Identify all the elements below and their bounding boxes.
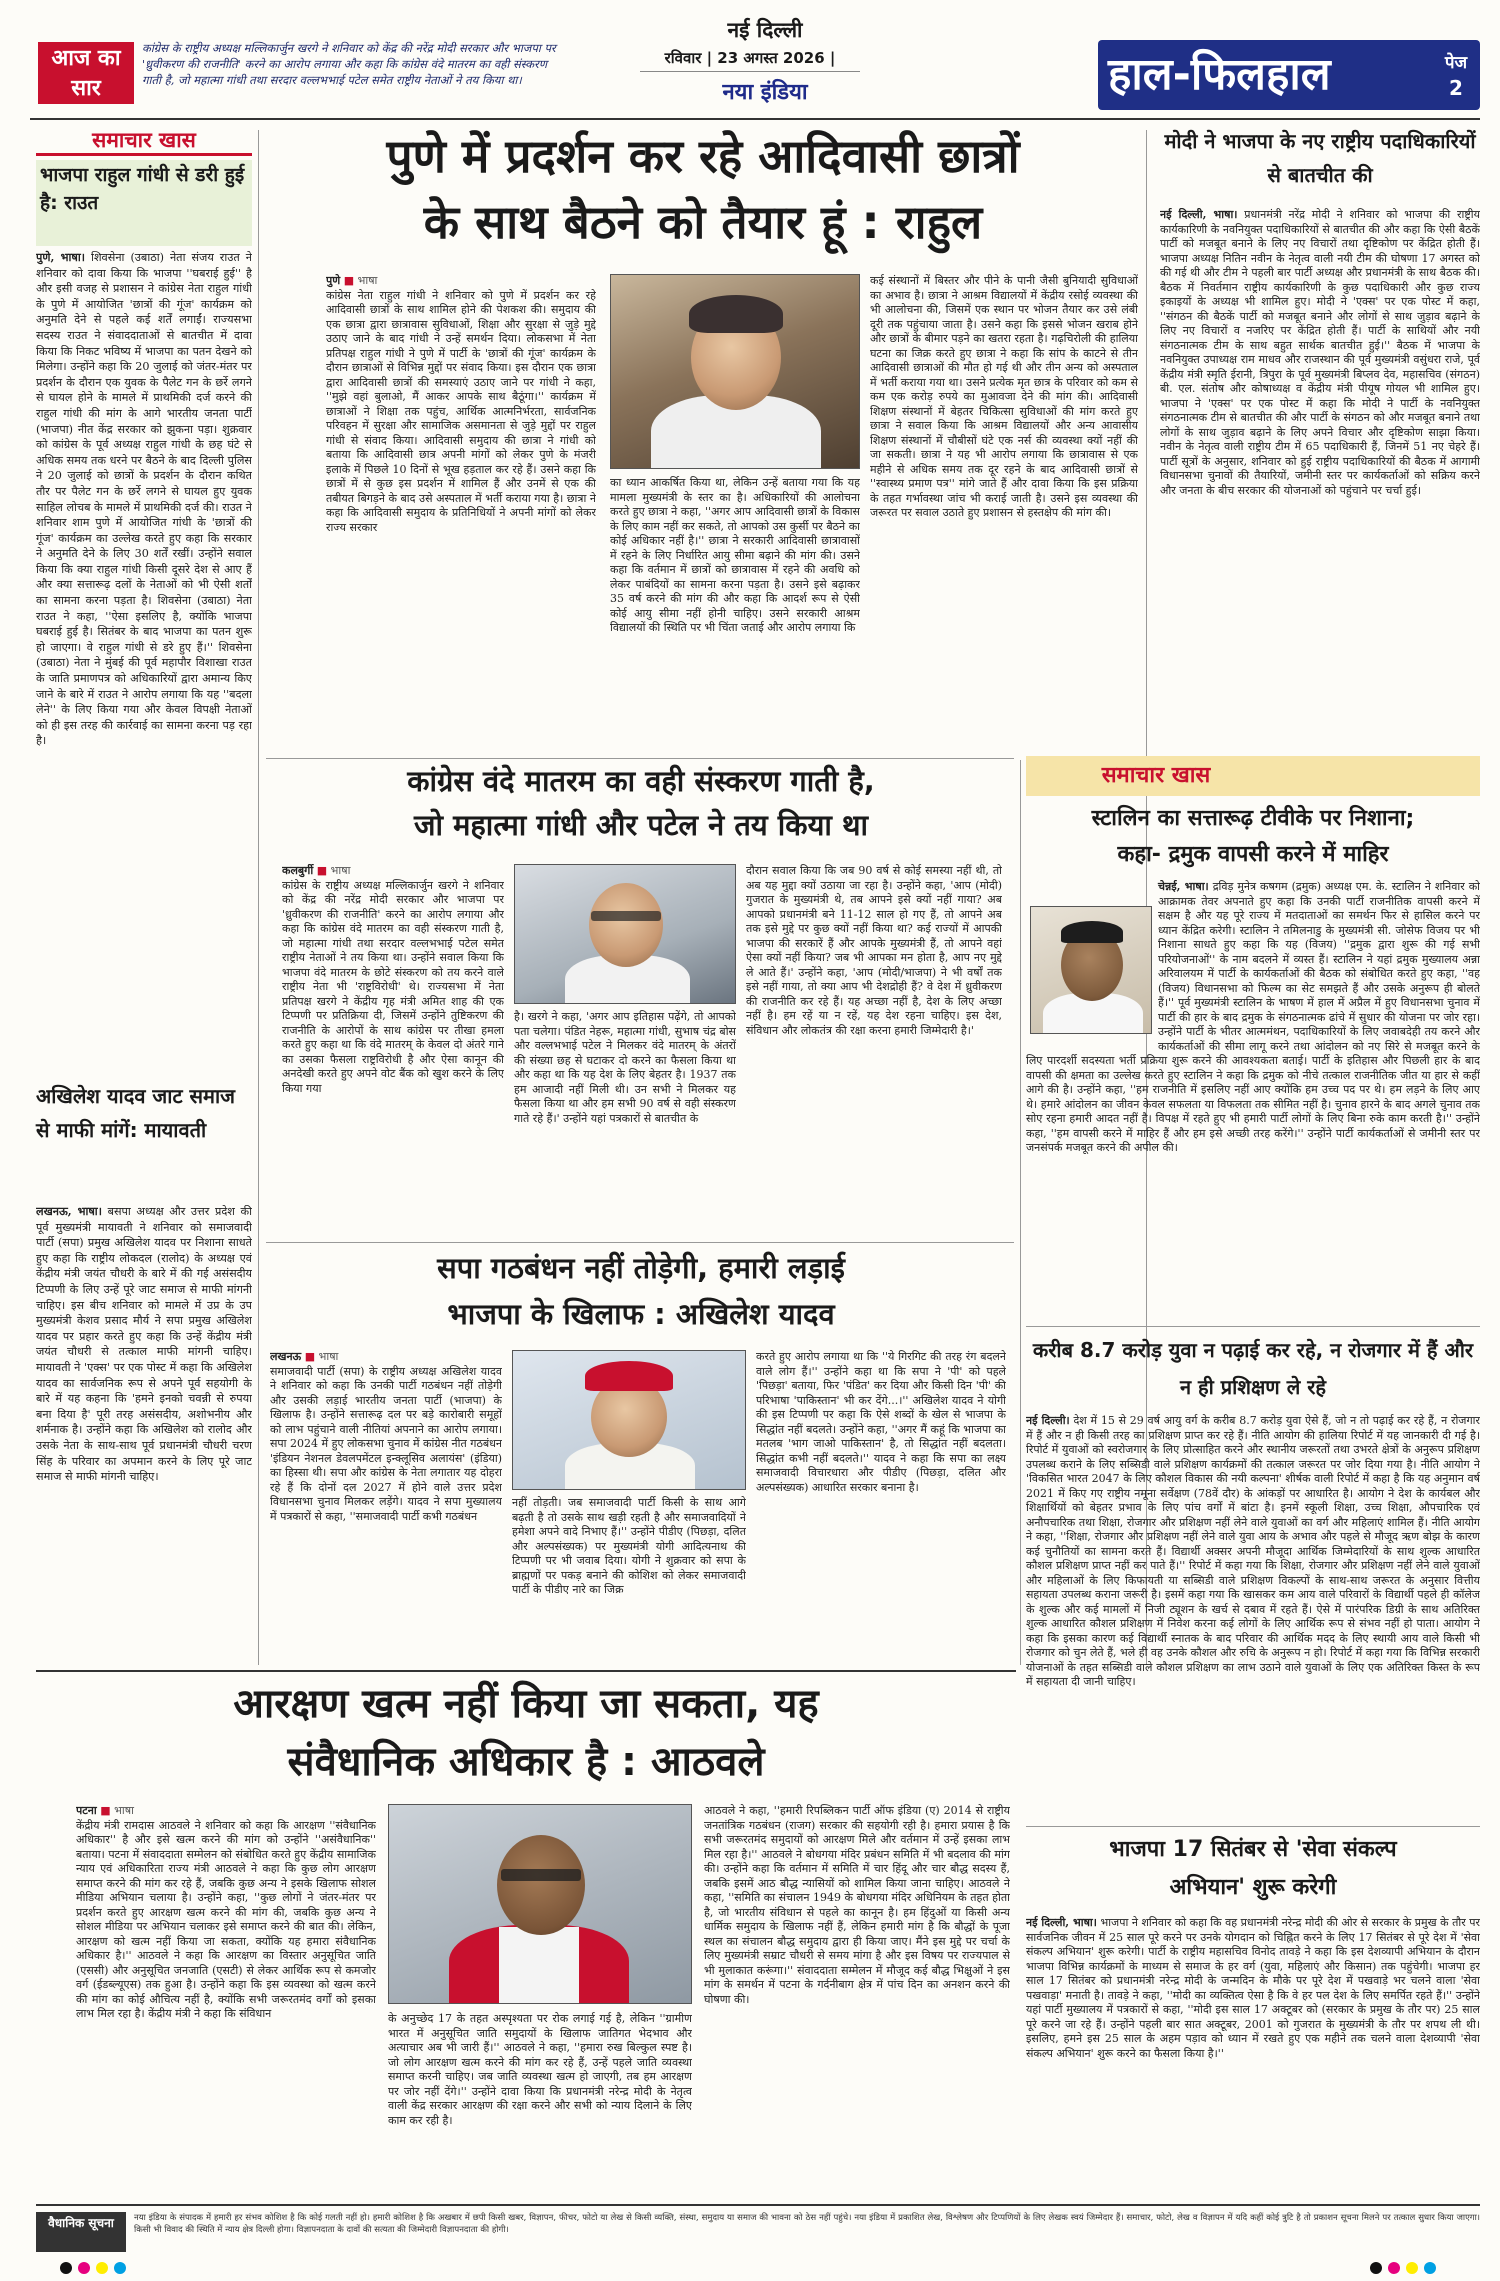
stalin-headline-2: कहा- द्रमुक वापसी करने में माहिर [1117, 842, 1389, 867]
mayawati-body [36, 1204, 252, 1664]
kharge-dateline: कलबुर्गी [282, 864, 314, 877]
raut-text: शिवसेना (उबाठा) नेता संजय राउत ने शनिवार को दावा किया कि भाजपा ''घबराई हुई'' है और इसी वजह से प्रशासन ने कांग्रेस नेता राहुल गांधी के पुणे में आयोजित 'छात्रों की गूंज' कार्यक्रम को अनुमति देने से पहले कई शर्तें लगाईं। राज्यसभा सदस्य राउत ने संवाददाताओं से बातचीत में दावा किया कि निकट भविष्य में भाजपा का पतन देखने को मिलेगा। उन्होंने कहा कि 20 जुलाई को जंतर-मंतर पर प्रदर्शन के दौरान एक युवक के पैलेट गन के छर्रे लगने से घायल होने के मामले में प्राथमिकी दर्ज करने की राहुल गांधी की मांग के आगे भारतीय जनता पार्टी (भाजपा) नीत केंद्र सरकार को झुकना पड़ा। शुक्रवार को कांग्रेस के पूर्व अध्यक्ष राहुल गांधी के छह घंटे से अधिक समय तक धरने पर बैठने के बाद दिल्ली पुलिस ने 20 जुलाई को छात्रों के प्रदर्शन के दौरान कथित तौर पर पैलेट गन के छर्रे लगने से घायल हुए युवक साहिल लोचब के मामले में प्राथमिकी दर्ज की। राउत ने शनिवार शाम पुणे में आयोजित गांधी के 'छात्रों की गूंज' कार्यक्रम का उल्लेख करते हुए कहा कि सरकार ने अनुमति देने के लिए 30 शर्तें रखीं। उन्होंने सवाल किया कि क्या राहुल गांधी किसी दूसरे देश से आए हैं और क्या सत्तारूढ़ दलों के नेताओं को भी ऐसी शर्तों का सामना करना पड़ता है। शिवसेना (उबाठा) नेता राउत ने कहा, ''ऐसा इसलिए है, क्योंकि भाजपा घबराई हुई है। सितंबर के बाद भाजपा का पतन शुरू हो जाएगा। वे राहुल गांधी से डरे हुए हैं।'' शिवसेना (उबाठा) नेता ने मुंबई की पूर्व महापौर विशाखा राउत के जाति प्रमाणपत्र को अधिकारियों द्वारा अमान्य किए जाने के बारे में राउत ने आरोप लगाया कि यह ''बदला लेने'' के लिए किया गया और केवल विपक्षी नेताओं को ही इस तरह की कार्रवाई का सामना करना पड़ रहा है। [36, 251, 252, 748]
akhilesh-photo [512, 1350, 746, 1490]
akhilesh-agency: भाषा [318, 1350, 339, 1363]
seva-headline-1: भाजपा 17 सितंबर से 'सेवा संकल्प [1109, 1837, 1397, 1862]
footer [36, 2204, 1480, 2254]
youth-story [1026, 1332, 1480, 1822]
akhilesh-dateline: लखनऊ [270, 1350, 302, 1363]
athawale-col1 [76, 1804, 376, 2190]
modi-body [1160, 208, 1480, 758]
stalin-tag [1026, 756, 1480, 796]
youth-text: देश में 15 से 29 वर्ष आयु वर्ग के करीब 8.7 करोड़ युवा ऐसे हैं, जो न तो पढ़ाई कर रहे हैं, न रोजगार में हैं और न ही किसी तरह का प्रशिक्षण प्राप्त कर रहे हैं। नीति आयोग की हालिया रिपोर्ट में यह जानकारी दी गई है। रिपोर्ट में युवाओं को स्वरोजगार के लिए प्रोत्साहित करने और स्थानीय जरूरतों तथा उभरते क्षेत्रों के अनुरूप प्रशिक्षण उपलब्ध कराने के लिए सब्सिडी वाले प्रशिक्षण कार्यक्रमों की तत्काल जरूरत पर जोर दिया गया है। नीति आयोग ने 'विकसित भारत 2047 के लिए कौशल विकास की नयी कल्पना' शीर्षक वाली रिपोर्ट में कहा है कि यह अनुमान वर्ष 2021 में किए गए राष्ट्रीय नमूना सर्वेक्षण (78वें दौर) के आंकड़ों पर आधारित है। आयोग ने देश के कार्यबल और शिक्षार्थियों को बेहतर प्रभाव के लिए पांच वर्गों में बांटा है। इनमें स्कूली शिक्षा, उच्च शिक्षा, औपचारिक एवं अनौपचारिक तथा शिक्षा, रोजगार और प्रशिक्षण नहीं लेने वाले युवाओं का वर्ग और महिलाएं शामिल हैं। नीति आयोग ने कहा, ''शिक्षा, रोजगार और प्रशिक्षण नहीं लेने वाले युवा आय के अभाव और पहले से मौजूद ऋण बोझ के कारण कई चुनौतियों का सामना करते हैं। विद्यार्थी अक्सर अपनी मौजूदा आर्थिक जिम्मेदारियों के साथ शुल्क आधारित कौशल प्रशिक्षण प्राप्त नहीं कर पाते हैं।'' रिपोर्ट में कहा गया कि शिक्षा, रोजगार और प्रशिक्षण नहीं लेने वाले युवाओं और महिलाओं के लिए किफायती या सब्सिडी वाले प्रशिक्षण विकल्पों के साथ-साथ जरूरत के अनुसार वित्तीय सहायता उपलब्ध कराना जरूरी है। इसमें कहा गया कि खासकर कम आय वाले परिवारों के विद्यार्थी पहले ही कॉलेज के शुल्क और कई मामलों में निजी ट्यूशन के खर्च से दबाव में रहते हैं। ऐसे में पारंपरिक डिग्री के साथ अतिरिक्त शुल्क आधारित कौशल प्रशिक्षण में निवेश करना कई लोगों के लिए आर्थिक रूप से संभव नहीं हो पाता। आयोग ने कहा कि इसका कारण कई विद्यार्थी स्नातक के बाद परिवार की आर्थिक मदद के लिए स्थायी आय वाले किसी भी रोजगार को चुन लेते हैं, भले ही वह उनके कौशल और रुचि के अनुरूप न हो। रिपोर्ट में कहा गया कि विभिन्न सरकारी योजनाओं के तहत सब्सिडी वाले कौशल प्रशिक्षण का लाभ उठाने वाले युवाओं के लिए एक अतिरिक्त किस्त के रूप में सहायता दी जानी चाहिए। [1026, 1414, 1480, 1688]
left-column [36, 124, 252, 1669]
bullet-icon: ■ [316, 864, 328, 877]
kharge-agency: भाषा [330, 864, 351, 877]
kharge-col2-text: है। खरगे ने कहा, 'अगर आप इतिहास पढ़ेंगे, तो आपको पता चलेगा। पंडित नेहरू, महात्मा गांधी, सुभाष चंद्र बोस और वल्लभभाई पटेल ने मिलकर वंदे मातरम् के अंतरों की संख्या छह से घटाकर दो करने का फैसला किया था और कहा था कि यह देश के लिए बेहतर है। 1937 तक हम आजादी नहीं मिली थी। उन सभी ने मिलकर यह फैसला किया था और हम सभी 90 वर्ष से वही संस्करण गाते रहे हैं।' उन्होंने यहां पत्रकारों से बातचीत के [514, 1010, 736, 1125]
athawale-col2-text: के अनुच्छेद 17 के तहत अस्पृश्यता पर रोक लगाई गई है, लेकिन ''ग्रामीण भारत में अनुसूचित जाति समुदायों के खिलाफ जातिगत भेदभाव और अत्याचार अब भी जारी हैं।'' आठवले ने कहा, ''हमारा रुख बिल्कुल स्पष्ट है। जो लोग आरक्षण खत्म करने की मांग कर रहे हैं, उन्हें पहले जाति व्यवस्था समाप्त करनी चाहिए। जब जाति व्यवस्था खत्म हो जाएगी, तब हम आरक्षण पर जोर नहीं देंगे।'' उन्होंने दावा किया कि प्रधानमंत्री नरेन्द्र मोदी के नेतृत्व वाली केंद्र सरकार आरक्षण की रक्षा करने और सभी को न्याय दिलाने के लिए काम कर रही है। [388, 2012, 692, 2127]
athawale-top-rule [36, 1670, 1016, 1672]
kharge-story [266, 760, 1016, 1240]
akhilesh-col1 [270, 1350, 502, 1662]
kharge-photo [514, 864, 736, 1004]
aaj-ka-saar-label: आज का सार [51, 46, 121, 101]
mayawati-text: बसपा अध्यक्ष और उत्तर प्रदेश की पूर्व मुख्यमंत्री मायावती ने शनिवार को समाजवादी पार्टी (सपा) प्रमुख अखिलेश यादव पर निशाना साधते हुए कहा कि राष्ट्रीय लोकदल (रालोद) के अध्यक्ष एवं केंद्रीय मंत्री जयंत चौधरी के बारे में की गई असंसदीय टिप्पणी के लिए उन्हें पूरे जाट समाज से माफी मांगनी चाहिए। इस बीच शनिवार को मामले में उप्र के उप मुख्यमंत्री केशव प्रसाद मौर्य ने सपा प्रमुख अखिलेश यादव पर प्रहार करते हुए कहा कि उन्हें केंद्रीय मंत्री जयंत चौधरी से तत्काल माफी मांगनी चाहिए। मायावती ने 'एक्स' पर एक पोस्ट में कहा कि अखिलेश यादव का सार्वजनिक रूप से अपने पूर्व सहयोगी के बारे में यह कहना कि 'हमने इनको चवन्नी से रुपया बना दिया है' पूरी तरह असंसदीय, अशोभनीय और शर्मनाक है। उन्होंने कहा कि अखिलेश को रालोद और उसके नेता के साथ-साथ पूर्व प्रधानमंत्री चौधरी चरण सिंह के परिवार का अपमान करने के लिए पूरे जाट समाज से माफी मांगनी चाहिए। [36, 1205, 252, 1484]
samachar-khas-tag-2: समाचार खास [1101, 763, 1211, 788]
akhilesh-col3 [756, 1350, 1006, 1662]
lead-headline-1: पुणे में प्रदर्शन कर रहे आदिवासी छात्रों [386, 129, 1020, 183]
athawale-headline-2: संवैधानिक अधिकार है : आठवले [287, 1739, 765, 1785]
lead-story [266, 124, 1140, 754]
stalin-bottom-rule [1026, 1326, 1480, 1327]
left-col-rule [258, 130, 259, 1665]
raut-dateline: पुणे, भाषा। [36, 250, 86, 264]
mid-col-rule [1020, 760, 1021, 1665]
aaj-ka-saar-box [38, 42, 134, 104]
youth-body [1026, 1414, 1480, 1816]
akhilesh-headline-1: सपा गठबंधन नहीं तोड़ेगी, हमारी लड़ाई [437, 1251, 845, 1285]
page-number: 2 [1449, 76, 1463, 100]
athawale-dateline: पटना [76, 1804, 97, 1817]
seva-dateline: नई दिल्ली, भाषा। [1026, 1916, 1097, 1929]
stalin-dateline: चेन्नई, भाषा। [1158, 880, 1209, 893]
lead-headline-2: के साथ बैठने को तैयार हूं : राहुल [423, 195, 983, 249]
bullet-icon: ■ [343, 274, 355, 287]
footer-label: वैधानिक सूचना [36, 2212, 126, 2252]
athawale-headline-1: आरक्षण खत्म नहीं किया जा सकता, यह [233, 1681, 819, 1727]
stalin-text: द्रविड़ मुनेत्र कषगम (द्रमुक) अध्यक्ष एम. के. स्टालिन ने शनिवार को आक्रामक तेवर अपनाते हुए कहा कि उनकी पार्टी राजनीतिक वापसी करने में सक्षम है और यह पूरे राज्य में मतदाताओं का समर्थन फिर से हासिल करने पर ध्यान केंद्रित करेगी। स्टालिन ने तमिलनाडु के मुख्यमंत्री सी. जोसेफ विजय पर भी निशाना साधते हुए कहा कि यह (विजय) ''द्रमुक द्वारा शुरू की गई सभी परियोजनाओं'' के नाम बदलने में व्यस्त हैं। स्टालिन ने यहां द्रमुक मुख्यालय अन्ना अरिवालयम में पार्टी के कार्यकर्ताओं की बैठक को संबोधित करते हुए कहा, ''वह (विजय) विधानसभा को फिल्म का सेट समझते हैं और उसके अनुरूप ही बोलते हैं।'' पूर्व मुख्यमंत्री स्टालिन के भाषण में हाल में अप्रैल में हुए विधानसभा चुनाव में पार्टी की हार के बाद द्रमुक के संगठनात्मक ढांचे में सुधार की योजना पर जोर रहा। उन्होंने पार्टी के भीतर आत्ममंथन, पदाधिकारियों के लिए जवाबदेही तय करने और कार्यकर्ताओं की सीमा लागू करने तथा आंदोलन को नए सिरे से मजबूत करने के लिए पारदर्शी सदस्यता भर्ती प्रक्रिया शुरू करने की आवश्यकता बताई। पार्टी के इतिहास और पिछली हार के बाद वापसी की क्षमता का उल्लेख करते हुए स्टालिन ने कहा कि द्रमुक को नीचे तत्काल राजनीतिक जीत या हार से कहीं आगे की है। उन्होंने कहा, ''हम राजनीति में इसलिए नहीं आए क्योंकि हम उच्च पद पर थे। हम लड़ने के लिए आए थे। हमारे आंदोलन का जीवन केवल सफलता या विफलता तक सीमित नहीं है। चुनाव हारने के बाद अगले चुनाव तक सोए रहना हमारी आदत नहीं है। विपक्ष में रहते हुए भी हमारी पार्टी लोगों के लिए बिना रुके काम करती है।'' उन्होंने कहा, ''हम वापसी करने में माहिर हैं और हम इसे अच्छी तरह करेंगे।'' उन्होंने पार्टी कार्यकर्ताओं से जमीनी स्तर पर जनसंपर्क मजबूत करने की अपील की। [1026, 880, 1480, 1154]
lead-col2-text: का ध्यान आकर्षित किया था, लेकिन उन्हें बताया गया कि यह मामला मुख्यमंत्री के स्तर का है। अधिकारियों की आलोचना करते हुए छात्रा ने कहा, ''अगर आप आदिवासी छात्रों के विकास के लिए काम नहीं कर सकते, तो आपको उस कुर्सी पर बैठने का कोई अधिकार नहीं है।'' छात्रा ने सरकारी आदिवासी छात्रावासों में रहने के लिए निर्धारित आयु सीमा बढ़ाने की मांग की। उसने कहा कि वर्तमान में छात्रों को छात्रावास में रहने की अवधि को लेकर पाबंदियों का सामना करना पड़ता है। उसने इसे बढ़ाकर 35 वर्ष करने की मांग की और कहा कि आदर्श रूप से ऐसी कोई आयु सीमा नहीं होनी चाहिए। उसने सरकारी आश्रम विद्यालयों की स्थिति पर भी चिंता जताई और आरोप लगाया कि [610, 476, 860, 634]
athawale-photo [388, 1804, 692, 2004]
modi-text: प्रधानमंत्री नरेंद्र मोदी ने शनिवार को भाजपा की राष्ट्रीय कार्यकारिणी के नवनियुक्त पदाधिकारियों से बातचीत की और कहा कि ऐसी बैठकें पार्टी को मजबूत बनाने के लिए नए विचारों तथा दृष्टिकोण पर केंद्रित होती हैं। भाजपा अध्यक्ष नितिन नवीन के नेतृत्व वाली नयी टीम की घोषणा 17 अगस्त को की गई थी और टीम ने पहली बार पार्टी अध्यक्ष और प्रधानमंत्री के साथ बैठक की। बैठक में निवर्तमान राष्ट्रीय कार्यकारिणी के कुछ पदाधिकारी और कुछ राज्य इकाइयों के अध्यक्ष भी शामिल हुए। मोदी ने 'एक्स' पर एक पोस्ट में कहा, ''संगठन की बैठकें पार्टी को मजबूत बनाने और लोगों से साथ जुड़ाव बढ़ाने के लिए नए विचारों व नजरिए पर केंद्रित होती हैं। पार्टी के साथियों और नयी संगठनात्मक टीम के साथ बहुत सार्थक बातचीत हुई।'' बैठक में भाजपा के नवनियुक्त उपाध्यक्ष राम माधव और राजस्थान की पूर्व मुख्यमंत्री वसुंधरा राजे, पूर्व केंद्रीय मंत्री स्मृति ईरानी, त्रिपुरा के पूर्व मुख्यमंत्री बिप्लव देव, महासचिव (संगठन) बी. एल. संतोष और कोषाध्यक्ष व केंद्रीय मंत्री पीयूष गोयल भी शामिल हुए। भाजपा ने 'एक्स' पर एक पोस्ट में कहा कि मोदी ने पार्टी के नवनियुक्त संगठनात्मक टीम से बातचीत की और पार्टी के संगठन को और मजबूत बनाने तथा लोगों के साथ जुड़ाव बढ़ाने के लिए अपने विचार और दृष्टिकोण साझा किया। नवीन के नेतृत्व वाली राष्ट्रीय टीम में 65 पदाधिकारी हैं, जिनमें 51 नए चेहरे हैं। पार्टी सूत्रों के अनुसार, शनिवार को हुई राष्ट्रीय पदाधिकारियों की बैठक में आगामी विधानसभा चुनावों की तैयारियों, जमीनी स्तर पर कार्यकर्ताओं को सक्रिय करने और जनता के बीच सरकार की योजनाओं को पहुंचाने पर चर्चा हुई। [1160, 208, 1480, 497]
lead-agency: भाषा [357, 274, 378, 287]
stalin-body [1026, 880, 1480, 1310]
seva-body [1026, 1916, 1480, 2186]
athawale-col3-text: आठवले ने कहा, ''हमारी रिपब्लिकन पार्टी ऑफ इंडिया (ए) 2014 से राष्ट्रीय जनतांत्रिक गठबंधन (राजग) सरकार की सहयोगी रही है। हमारा प्रयास है कि सभी जरूरतमंद समुदायों को आरक्षण मिले और वर्तमान में उन्हें इसका लाभ मिल रहा है।'' आठवले ने बोधगया मंदिर प्रबंधन समिति में भी बदलाव की मांग की। उन्होंने कहा कि वर्तमान में समिति में चार हिंदू और चार बौद्ध सदस्य हैं, जबकि इसमें आठ बौद्ध न्यासियों को शामिल किया जाना चाहिए। आठवले ने कहा, ''समिति का संचालन 1949 के बोधगया मंदिर अधिनियम के तहत होता है, जो भारतीय संविधान से पहले का कानून है। हम हिंदुओं या किसी अन्य धार्मिक समुदाय के खिलाफ नहीं हैं, लेकिन हमारी मांग है कि बौद्धों के पूजा स्थल का संचालन बौद्ध समुदाय द्वारा ही किया जाए। मैंने इस मुद्दे पर चर्चा के लिए मुख्यमंत्री सम्राट चौधरी से समय मांगा है और इस विषय पर राज्यपाल से भी मुलाकात करूंगा।'' संवाददाता सम्मेलन में मौजूद कई बौद्ध भिक्षुओं ने इस मांग के समर्थन में पटना के गर्दनीबाग क्षेत्र में पांच दिन का अनशन करने की घोषणा की। [704, 1804, 1010, 2006]
lead-col2 [610, 476, 860, 744]
mayawati-headline: अखिलेश यादव जाट समाज से माफी मांगें: मायावती [36, 1084, 235, 1142]
bullet-icon: ■ [100, 1804, 111, 1817]
masthead-divider [30, 118, 1480, 120]
mayawati-dateline: लखनऊ, भाषा। [36, 1204, 102, 1218]
athawale-story [36, 1676, 1016, 2196]
akhilesh-headline-2: भाजपा के खिलाफ : अखिलेश यादव [447, 1297, 835, 1331]
akhilesh-col2-text: नहीं तोड़ती। जब समाजवादी पार्टी किसी के साथ आगे बढ़ती है तो उसके साथ खड़ी रहती है और समाजवादियों ने हमेशा अपने वादे निभाए हैं।'' उन्होंने पीडीए (पिछड़ा, दलित और अल्पसंख्यक) पर मुख्यमंत्री योगी आदित्यनाथ की टिप्पणी पर भी जवाब दिया। योगी ने शुक्रवार को सपा के ब्राह्मणों पर पकड़ बनाने की कोशिश को लेकर समाजवादी पार्टी के पीडीए नारे का जिक्र [512, 1496, 746, 1596]
akhilesh-col1-text: समाजवादी पार्टी (सपा) के राष्ट्रीय अध्यक्ष अखिलेश यादव ने शनिवार को कहा कि उनकी पार्टी गठबंधन नहीं तोड़ेगी और उसकी लड़ाई भारतीय जनता पार्टी (भाजपा) के खिलाफ है। उन्होंने सत्तारूढ़ दल पर बड़े कारोबारी समूहों को लाभ पहुंचाने वाली नीतियां अपनाने का आरोप लगाया। सपा 2024 में हुए लोकसभा चुनाव में कांग्रेस नीत गठबंधन 'इंडियन नेशनल डेवलपमेंटल इन्क्लूसिव अलायंस' (इंडिया) का हिस्सा थी। सपा और कांग्रेस के नेता लगातार यह दोहरा रहे हैं कि दोनों दल 2027 में होने वाले उत्तर प्रदेश विधानसभा चुनाव मिलकर लड़ेंगे। यादव ने सपा मुख्यालय में पत्रकारों से कहा, ''समाजवादी पार्टी कभी गठबंधन [270, 1364, 502, 1523]
lead-bottom-rule [266, 758, 1014, 759]
athawale-agency: भाषा [114, 1804, 134, 1817]
seva-headline-2: अभियान' शुरू करेगी [1169, 1875, 1337, 1900]
raut-body [36, 250, 252, 1180]
lead-col3 [870, 274, 1138, 744]
kharge-headline-1: कांग्रेस वंदे मातरम का वही संस्करण गाती है, [407, 764, 875, 798]
masthead [0, 0, 1500, 140]
registration-marks [60, 2262, 1440, 2276]
edition-city: नई दिल्ली [727, 18, 803, 42]
kharge-col3 [746, 864, 1002, 1234]
summary-text: कांग्रेस के राष्ट्रीय अध्यक्ष मल्लिकार्जुन खरगे ने शनिवार को केंद्र की नरेंद्र मोदी सरकार और भाजपा पर 'ध्रुवीकरण की राजनीति' करने का आरोप लगाया और कहा कि कांग्रेस वंदे मातरम का वही संस्करण गाती है, जो महात्मा गांधी तथा सरदार वल्लभभाई पटेल समेत राष्ट्रीय नेताओं ने तय किया था। [142, 41, 556, 87]
seva-story [1026, 1832, 1480, 2192]
modi-dateline: नई दिल्ली, भाषा। [1160, 208, 1238, 221]
kharge-col2 [514, 1010, 736, 1234]
raut-headline: भाजपा राहुल गांधी से डरी हुई है: राउत [36, 160, 252, 246]
lead-col1 [326, 274, 596, 744]
akhilesh-col2 [512, 1496, 746, 1662]
akhilesh-story [266, 1246, 1016, 1666]
kharge-headline-2: जो महात्मा गांधी और पटेल ने तय किया था [413, 808, 869, 842]
modi-headline: मोदी ने भाजपा के नए राष्ट्रीय पदाधिकारियों से बातचीत की [1164, 129, 1476, 187]
athawale-col1-text: केंद्रीय मंत्री रामदास आठवले ने शनिवार को कहा कि आरक्षण ''संवैधानिक अधिकार'' है और इसे खत्म करने की मांग को उन्होंने ''असंवैधानिक'' बताया। पटना में संवाददाता सम्मेलन को संबोधित करते हुए केंद्रीय सामाजिक न्याय एवं अधिकारिता राज्य मंत्री आठवले ने कहा कि कुछ लोग आरक्षण समाप्त करने की मांग कर रहे हैं, जबकि कुछ अन्य ने इसके खिलाफ सोशल मीडिया अभियान चलाया है। उन्होंने कहा, ''कुछ लोगों ने जंतर-मंतर पर प्रदर्शन करते हुए आरक्षण खत्म करने की मांग की, जबकि कुछ अन्य ने सोशल मीडिया पर अभियान चलाकर इसे समाप्त करने की बात की। लेकिन, आरक्षण को खत्म नहीं किया जा सकता, क्योंकि यह हमारा संवैधानिक अधिकार है।'' आठवले ने कहा कि आरक्षण का विस्तार अनुसूचित जाति (एससी) और अनुसूचित जनजाति (एसटी) से लेकर आर्थिक रूप से कमजोर वर्ग (ईडब्ल्यूएस) तक हुआ है। उन्होंने कहा कि इस व्यवस्था को खत्म करने की मांग का कोई औचित्य नहीं है, क्योंकि सभी जरूरतमंद वर्गों को इसका लाभ मिल रहा है। केंद्रीय मंत्री ने कहा कि संविधान [76, 1818, 376, 2020]
lead-dateline: पुणे [326, 274, 341, 287]
paper-name: नया इंडिया [722, 80, 808, 105]
page-label: पेज [1444, 53, 1468, 73]
lead-col1-text: कांग्रेस नेता राहुल गांधी ने शनिवार को पुणे में प्रदर्शन कर रहे आदिवासी छात्रों के साथ शामिल होने की पेशकश की। समुदाय की एक छात्रा द्वारा छात्रावास सुविधाओं, शिक्षा और सुरक्षा से जुड़े मुद्दे उठाए जाने के बाद गांधी ने उन्हें समर्थन दिया। लोकसभा में नेता प्रतिपक्ष राहुल गांधी ने पुणे में पार्टी के 'छात्रों की गूंज' कार्यक्रम के दौरान छात्राओं से विभिन्न मुद्दों पर संवाद किया। इस दौरान एक छात्रा द्वारा आदिवासी छात्रों की समस्याएं उठाए जाने पर गांधी ने कहा, ''मुझे वहां बुलाओ, मैं आकर आपके साथ बैठूंगा।'' कार्यक्रम में छात्राओं ने शिक्षा तक पहुंच, आर्थिक आत्मनिर्भरता, सार्वजनिक परिवहन में सुरक्षा और सामाजिक असमानता से जुड़े मुद्दों पर राहुल गांधी से संवाद किया। आदिवासी समुदाय की छात्रा ने गांधी को बताया कि आदिवासी छात्र अपनी मांगों को लेकर पुणे के मंजरी इलाके में पिछले 10 दिनों से भूख हड़ताल कर रहे हैं। उसने कहा कि छात्रों में से कुछ इस प्रदर्शन में शामिल हैं और उनमें से एक की तबीयत बिगड़ने के बाद उसे अस्पताल में भर्ती कराया गया है। छात्रा ने कहा कि आदिवासी समुदाय के प्रतिनिधियों ने अपनी मांगों को लेकर राज्य सरकार [326, 288, 596, 534]
youth-headline: करीब 8.7 करोड़ युवा न पढ़ाई कर रहे, न रोजगार में हैं और न ही प्रशिक्षण ले रहे [1032, 1338, 1474, 1399]
stalin-photo-float-spacer [1026, 880, 1158, 1040]
kharge-bottom-rule [266, 1242, 1014, 1243]
stalin-headline-1: स्टालिन का सत्तारूढ़ टीवीके पर निशाना; [1091, 806, 1415, 831]
kharge-col1 [282, 864, 504, 1234]
issue-date: रविवार | 23 अगस्त 2026 | [640, 48, 860, 72]
youth-dateline: नई दिल्ली। [1026, 1414, 1070, 1427]
rahul-photo [610, 274, 860, 469]
youth-bottom-rule [1026, 1826, 1480, 1827]
seva-text: भाजपा ने शनिवार को कहा कि वह प्रधानमंत्री नरेन्द्र मोदी की ओर से सरकार के प्रमुख के तौर पर सार्वजनिक जीवन में 25 साल पूरे करने पर उनके योगदान को चिह्नित करने के लिए 17 सितंबर से पूरे देश में 'सेवा संकल्प अभियान' शुरू करेगी। पार्टी के राष्ट्रीय महासचिव विनोद तावड़े ने कहा कि इस देशव्यापी अभियान के दौरान भाजपा विभिन्न कार्यक्रमों के माध्यम से समाज के हर वर्ग (युवा, महिलाएं और किसान) तक पहुंचेगी। भाजपा हर साल 17 सितंबर को प्रधानमंत्री नरेन्द्र मोदी के जन्मदिन के मौके पर पूरे देश में पखवाड़े भर चलने वाला 'सेवा पखवाड़ा' मनाती है। तावड़े ने कहा, ''मोदी का व्यक्तित्व ऐसा है कि वे हर पल देश के लिए समर्पित रहते हैं।'' उन्होंने यहां पार्टी मुख्यालय में पत्रकारों से कहा, ''मोदी इस साल 17 अक्टूबर को (सरकार के प्रमुख के तौर पर) 25 साल पूरे करने जा रहे हैं। उन्होंने पहली बार सात अक्टूबर, 2001 को गुजरात के मुख्यमंत्री के तौर पर शपथ ली थी। इसलिए, हमने इस 25 साल के अहम पड़ाव को ध्यान में रखते हुए एक महीने तक चलने वाला देशव्यापी 'सेवा संकल्प अभियान' शुरू करने का फैसला किया है।'' [1026, 1916, 1480, 2060]
kharge-col3-text: दौरान सवाल किया कि जब 90 वर्ष से कोई समस्या नहीं थी, तो अब यह मुद्दा क्यों उठाया जा रहा है। उन्होंने कहा, 'आप (मोदी) गुजरात के मुख्यमंत्री थे, तब आपने इसे क्यों नहीं गाया? अब आपको प्रधानमंत्री बने 11-12 साल हो गए हैं, तो आपने अब तक इसे मुद्दे पर कुछ क्यों नहीं किया था? कई राज्यों में आपकी भाजपा की सरकारें हैं और आपके मुख्यमंत्री हैं, तो आपने वहां ऐसा क्यों नहीं किया? जब भी आपका मन होता है, आप नए मुद्दे ले आते हैं।' उन्होंने कहा, 'आप (मोदी/भाजपा) ने भी वर्षों तक इसे नहीं गाया, तो क्या आप भी देशद्रोही हैं? वे देश में ध्रुवीकरण की राजनीति कर रहे हैं। यह अच्छा नहीं है, देश के लिए अच्छा नहीं है। हम रहें या न रहें, यह देश रहना चाहिए। इस देश, संविधान और लोकतंत्र की रक्षा करना हमारी जिम्मेदारी है।' [746, 864, 1002, 1037]
akhilesh-col3-text: करते हुए आरोप लगाया था कि ''ये गिरगिट की तरह रंग बदलने वाले लोग हैं।'' उन्होंने कहा था कि सपा ने 'पी' को पहले 'पिछड़ा' बताया, फिर 'पंडित' कर दिया और किसी दिन 'पी' की परिभाषा 'पाकिस्तान' भी कर देंगे...।'' अखिलेश यादव ने योगी की इस टिप्पणी पर कहा कि ऐसे शब्दों के खेल से भाजपा के सिद्धांत नहीं बदलते। उन्होंने कहा, ''अगर मैं कहूं कि भाजपा का मतलब 'भाग जाओ पाकिस्तान' है, तो सिद्धांत नहीं बदलता। सिद्धांत कभी नहीं बदलते।'' यादव ने कहा कि सपा का लक्ष्य समाजवादी विचारधारा और पीडीए (पिछड़ा, दलित और अल्पसंख्यक) आधारित सरकार बनाना है। [756, 1350, 1006, 1494]
stalin-story [1026, 756, 1480, 1316]
modi-story [1160, 124, 1480, 764]
bullet-icon: ■ [304, 1350, 316, 1363]
section-title: हाल-फिलहाल [1108, 49, 1331, 100]
athawale-col3 [704, 1804, 1010, 2190]
section-banner [1098, 40, 1480, 110]
lead-col3-text: कई संस्थानों में बिस्तर और पीने के पानी जैसी बुनियादी सुविधाओं का अभाव है। छात्रा ने आश्रम विद्यालयों में केंद्रीय रसोई व्यवस्था की भी आलोचना की, जिसमें एक स्थान पर भोजन तैयार कर उसे लंबी दूरी तक पहुंचाया जाता है। उसने कहा कि इससे भोजन खराब होने और छात्रों के बीमार पड़ने का खतरा रहता है। गढ़चिरोली की हालिया घटना का जिक्र करते हुए छात्रा ने कहा कि सांप के काटने से तीन आदिवासी छात्राओं की मौत हो गई थी और तीन अन्य को अस्पताल में भर्ती कराया गया था। उसने प्रत्येक मृत छात्र के परिवार को कम से कम एक करोड़ रुपये का मुआवजा देने की मांग की। आदिवासी शिक्षण संस्थानों में बेहतर चिकित्सा सुविधाओं की मांग करते हुए छात्रा ने सवाल किया कि आश्रम विद्यालयों और अन्य आवासीय शिक्षण संस्थानों में चौबीसों घंटे एक नर्स की व्यवस्था क्यों नहीं की जा सकती। छात्रा ने यह भी आरोप लगाया कि छात्रावास से एक महीने से अधिक समय तक दूर रहने के बाद आदिवासी छात्रों से ''स्वास्थ्य प्रमाण पत्र'' मांगे जाते हैं और दावा किया कि इस प्रक्रिया के तहत गर्भावस्था जांच भी कराई जाती है। उसने इस व्यवस्था की जरूरत पर सवाल उठाते हुए प्रशासन से हस्तक्षेप की मांग की। [870, 274, 1138, 519]
athawale-col2 [388, 2012, 692, 2190]
kharge-col1-text: कांग्रेस के राष्ट्रीय अध्यक्ष मल्लिकार्जुन खरगे ने शनिवार को केंद्र की नरेंद्र मोदी सरकार और भाजपा पर 'ध्रुवीकरण की राजनीति' करने का आरोप लगाया और कहा कि कांग्रेस वंदे मातरम का वही संस्करण गाती है, जो महात्मा गांधी तथा सरदार वल्लभभाई पटेल समेत राष्ट्रीय नेताओं ने तय किया था। उन्होंने सवाल किया कि भाजपा वंदे मातरम के छोटे संस्करण को तय करने वाले राष्ट्रीय नेता भी 'राष्ट्रविरोधी' थे। राज्यसभा में नेता प्रतिपक्ष खरगे ने केंद्रीय गृह मंत्री अमित शाह की एक टिप्पणी पर प्रतिक्रिया दी, जिसमें उन्होंने तुष्टिकरण की राजनीति के आरोपों के साथ कांग्रेस पर तीखा हमला करते हुए कहा था कि वंदे मातरम् के केवल दो अंतरे गाने का उसका फैसला राष्ट्रविरोधी है और ऐसा कानून की अनदेखी करते हुए अपने वोट बैंक को खुश करने के लिए किया गया [282, 878, 504, 1095]
samachar-khas-tag: समाचार खास [36, 124, 252, 156]
footer-text: नया इंडिया के संपादक में हमारी हर संभव कोशिश है कि कोई गलती नहीं हो। हमारी कोशिश है कि अखबार में छपी किसी खबर, विज्ञापन, फीचर, फोटो या लेख से किसी व्यक्ति, संस्था, समुदाय या समाज की भावना को ठेस नहीं पहुंचे। नया इंडिया में प्रकाशित लेख, विश्लेषण और टिप्पणियों के लिए लेखक स्वयं जिम्मेदार हैं। समाचार, फोटो, लेख व विज्ञापन में यदि कहीं कोई त्रुटि है तो प्रकाशन सूचना मिलने पर तत्काल सुधार किया जाएगा। किसी भी विवाद की स्थिति में न्याय क्षेत्र दिल्ली होगा। विज्ञापनदाता के दावों की सत्यता की जिम्मेदारी विज्ञापनदाता की होगी। [134, 2213, 1480, 2235]
